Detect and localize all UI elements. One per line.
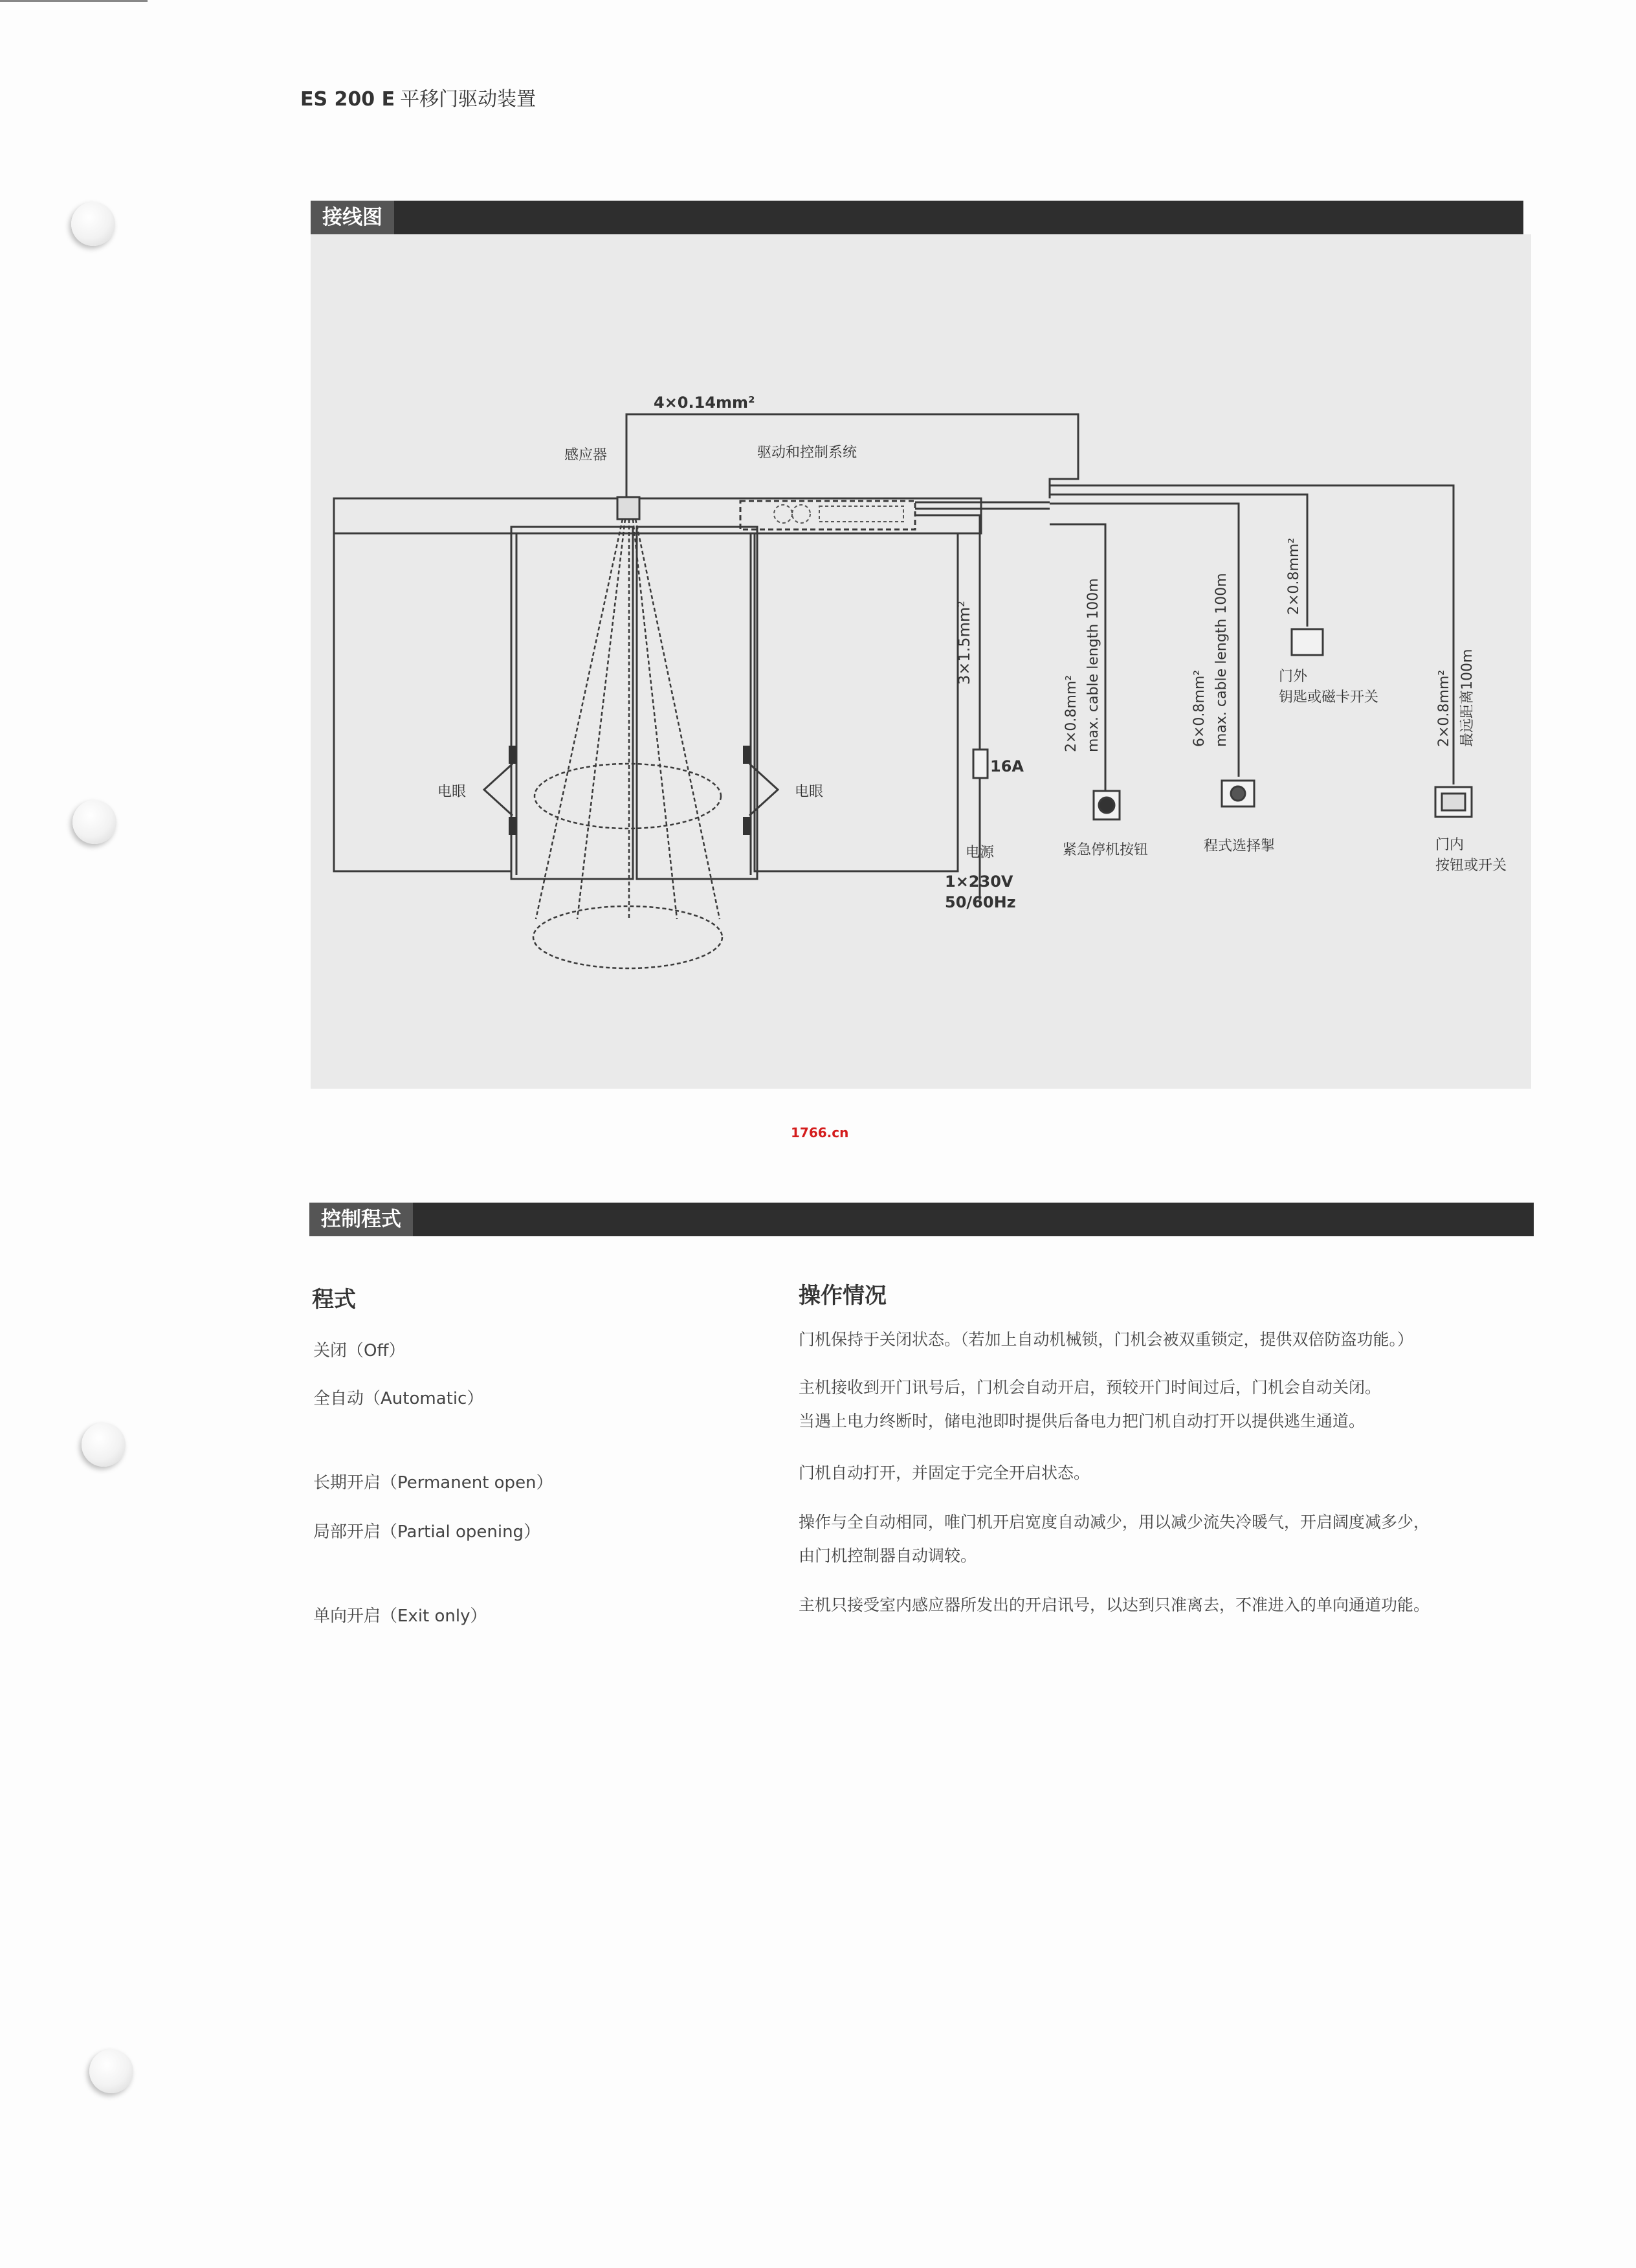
label-photocell-right: 电眼 bbox=[795, 784, 824, 800]
label-inner-cable: 2×0.8mm² bbox=[1436, 669, 1452, 747]
label-key-1: 门外 bbox=[1279, 669, 1308, 685]
column-mode-heading: 程式 bbox=[312, 1287, 356, 1313]
control-section-bar bbox=[309, 1203, 1534, 1236]
desc-partial-opening-line: 操作与全自动相同，唯门机开启宽度自动减少，用以减少流失冷暖气，开启阔度减多少， bbox=[799, 1513, 1430, 1531]
label-fuse: 16A bbox=[990, 757, 1024, 775]
sensor-box bbox=[617, 497, 639, 519]
label-inner-1: 门内 bbox=[1435, 837, 1465, 853]
label-selector-max: max. cable length 100m bbox=[1213, 573, 1230, 747]
desc-exit-only bbox=[799, 1588, 1510, 1622]
desc-automatic bbox=[799, 1371, 1510, 1438]
desc-automatic-line: 当遇上电力终断时，储电池即时提供后备电力把门机自动打开以提供逃生通道。 bbox=[799, 1412, 1365, 1430]
wiring-section-title: 接线图 bbox=[311, 201, 394, 234]
mode-automatic: 全自动（Automatic） bbox=[313, 1389, 484, 1408]
sliding-leaf-right bbox=[637, 527, 757, 879]
fixed-panel-left bbox=[334, 533, 511, 871]
label-estop-max: max. cable length 100m bbox=[1085, 578, 1101, 752]
punch-hole bbox=[89, 2049, 133, 2093]
label-key-2: 钥匙或磁卡开关 bbox=[1279, 689, 1379, 706]
wiring-section-bar bbox=[311, 201, 1523, 234]
photocell-left bbox=[509, 746, 516, 764]
label-estop-cable: 2×0.8mm² bbox=[1063, 674, 1079, 752]
page-header bbox=[300, 83, 536, 111]
fuse-16a bbox=[973, 750, 988, 778]
desc-automatic-line: 主机接收到开门讯号后，门机会自动开启，预较开门时间过后，门机会自动关闭。 bbox=[799, 1378, 1382, 1397]
desc-permanent-open-line: 门机自动打开，并固定于完全开启状态。 bbox=[799, 1463, 1090, 1482]
product-subtitle: 平移门驱动装置 bbox=[400, 88, 536, 111]
wiring-diagram-panel bbox=[311, 234, 1531, 1089]
punch-hole bbox=[71, 202, 115, 246]
model-name: ES 200 E bbox=[300, 88, 395, 111]
label-estop: 紧急停机按钮 bbox=[1063, 842, 1149, 858]
top-edge-line bbox=[0, 0, 148, 2]
sliding-leaf-left bbox=[511, 527, 633, 879]
wiring-diagram bbox=[311, 234, 1531, 1089]
control-section-title: 控制程式 bbox=[309, 1203, 413, 1236]
key-switch-box bbox=[1292, 629, 1323, 655]
label-top-cable: 4×0.14mm² bbox=[654, 394, 755, 412]
label-photocell-left: 电眼 bbox=[437, 784, 467, 800]
photocell-right bbox=[743, 746, 751, 764]
desc-off bbox=[799, 1323, 1510, 1357]
door-header bbox=[334, 498, 981, 533]
desc-permanent-open bbox=[799, 1456, 1510, 1490]
label-power-spec-2: 50/60Hz bbox=[945, 893, 1016, 911]
mode-off: 关闭（Off） bbox=[313, 1341, 406, 1361]
label-key-cable: 2×0.8mm² bbox=[1286, 537, 1302, 615]
label-selector-cable: 6×0.8mm² bbox=[1191, 669, 1208, 747]
fixed-panel-right bbox=[755, 533, 958, 871]
label-power-spec-1: 1×230V bbox=[945, 873, 1013, 891]
desc-partial-opening-line: 由门机控制器自动调较。 bbox=[799, 1546, 977, 1565]
mode-exit-only: 单向开启（Exit only） bbox=[313, 1606, 487, 1626]
label-power-cable: 3×1.5mm² bbox=[955, 601, 973, 685]
label-sensor: 感应器 bbox=[564, 447, 608, 463]
watermark: 1766.cn bbox=[791, 1125, 849, 1140]
label-inner-max: 最远距离100m bbox=[1459, 649, 1476, 747]
label-inner-2: 按钮或开关 bbox=[1435, 858, 1507, 874]
mode-permanent-open: 长期开启（Permanent open） bbox=[313, 1473, 553, 1493]
drive-housing bbox=[740, 501, 915, 529]
desc-partial-opening bbox=[799, 1506, 1510, 1573]
label-power: 电源 bbox=[966, 845, 995, 861]
column-desc-heading: 操作情况 bbox=[799, 1283, 887, 1309]
mode-partial-opening: 局部开启（Partial opening） bbox=[313, 1522, 541, 1542]
punch-hole bbox=[82, 1423, 126, 1467]
label-drive-system: 驱动和控制系统 bbox=[757, 445, 857, 461]
punch-hole bbox=[72, 800, 116, 844]
desc-exit-only-line: 主机只接受室内感应器所发出的开启讯号，以达到只准离去，不准进入的单向通道功能。 bbox=[799, 1595, 1430, 1614]
desc-off-line: 门机保持于关闭状态。（若加上自动机械锁，门机会被双重锁定，提供双倍防盗功能。） bbox=[799, 1330, 1414, 1349]
label-selector: 程式选择掣 bbox=[1204, 838, 1276, 854]
